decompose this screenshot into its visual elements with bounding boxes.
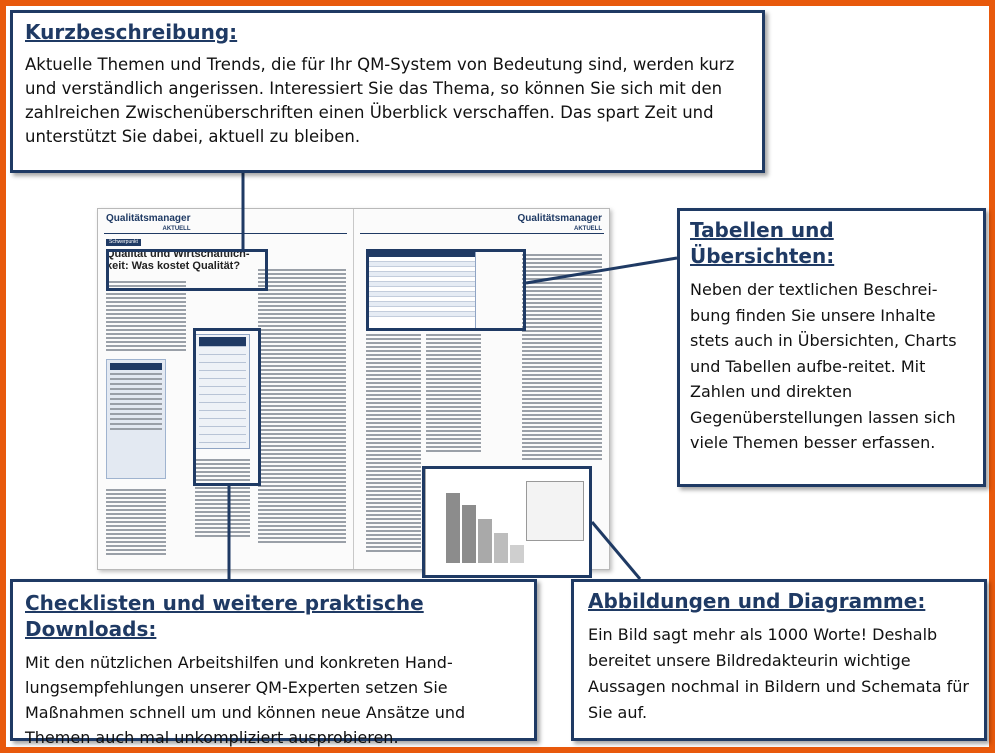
magazine-brand-subtitle: AKTUELL <box>162 226 191 232</box>
callout-title: Kurzbeschreibung: <box>25 20 238 44</box>
highlight-diagram <box>422 466 592 578</box>
article-title: Qualität und Wirtschaftlich-keit: Was kostet Qualität? <box>106 248 250 272</box>
magazine-brand-title: Qualitätsmanager <box>517 213 602 224</box>
magazine-brand-title: Qualitätsmanager <box>106 213 191 224</box>
text-column <box>106 281 186 353</box>
callout-text: Ein Bild sagt mehr als 1000 Worte! Deshalb bereitet unsere Bildredakteurin wichtige Aussagen nochmal in Bildern und Schemata für Sie auf. <box>588 625 970 722</box>
rubric-badge: Schwerpunkt <box>106 239 141 246</box>
callout-title: Abbildungen und Diagramme: <box>588 589 926 613</box>
callout-checklisten <box>10 579 537 747</box>
callout-title: Tabellen und Übersichten: <box>690 218 835 268</box>
text-column <box>426 334 481 454</box>
magazine-brand-left <box>106 214 190 234</box>
highlight-checklist <box>193 328 261 486</box>
text-column <box>258 269 346 545</box>
callout-title: Checklisten und weitere praktische Downloads: <box>25 591 424 641</box>
callout-text: Mit den nützlichen Arbeitshilfen und konkreten Hand-lungsempfehlungen unserer QM-Experten setzen Sie Maßnahmen schnell um und können neue Ansätze und Themen auch mal unkompliziert ausprobieren. <box>25 653 466 747</box>
callout-text: Aktuelle Themen und Trends, die für Ihr QM-System von Bedeutung sind, werden kurz und verständlich angerissen. Interessiert Sie das Thema, so können Sie sich mit den zahlreichen Zwischenüberschriften einen Überblick verschaffen. Das spart Zeit und unterstützt Sie dabei, aktuell zu bleiben. <box>25 55 735 146</box>
callout-abbildungen <box>571 579 987 741</box>
highlight-title <box>106 249 268 291</box>
text-column <box>106 489 166 557</box>
magazine-brand-subtitle: AKTUELL <box>574 226 602 232</box>
callout-text: Neben der textlichen Beschrei-bung finden Sie unsere Inhalte stets auch in Übersichten, Charts und Tabellen aufbe-reitet. Mit Zahlen und direkten Gegenüberstellungen lassen sich viele Themen besser erfassen. <box>690 280 957 452</box>
highlight-table <box>366 249 526 331</box>
text-column <box>366 334 421 554</box>
callout-tabellen <box>677 208 986 487</box>
magazine-brand-right <box>518 214 602 234</box>
header-rule <box>360 233 604 234</box>
header-rule <box>104 233 347 234</box>
callout-kurzbeschreibung <box>10 10 765 173</box>
text-column <box>522 254 602 462</box>
expert-sidebar <box>106 359 166 479</box>
